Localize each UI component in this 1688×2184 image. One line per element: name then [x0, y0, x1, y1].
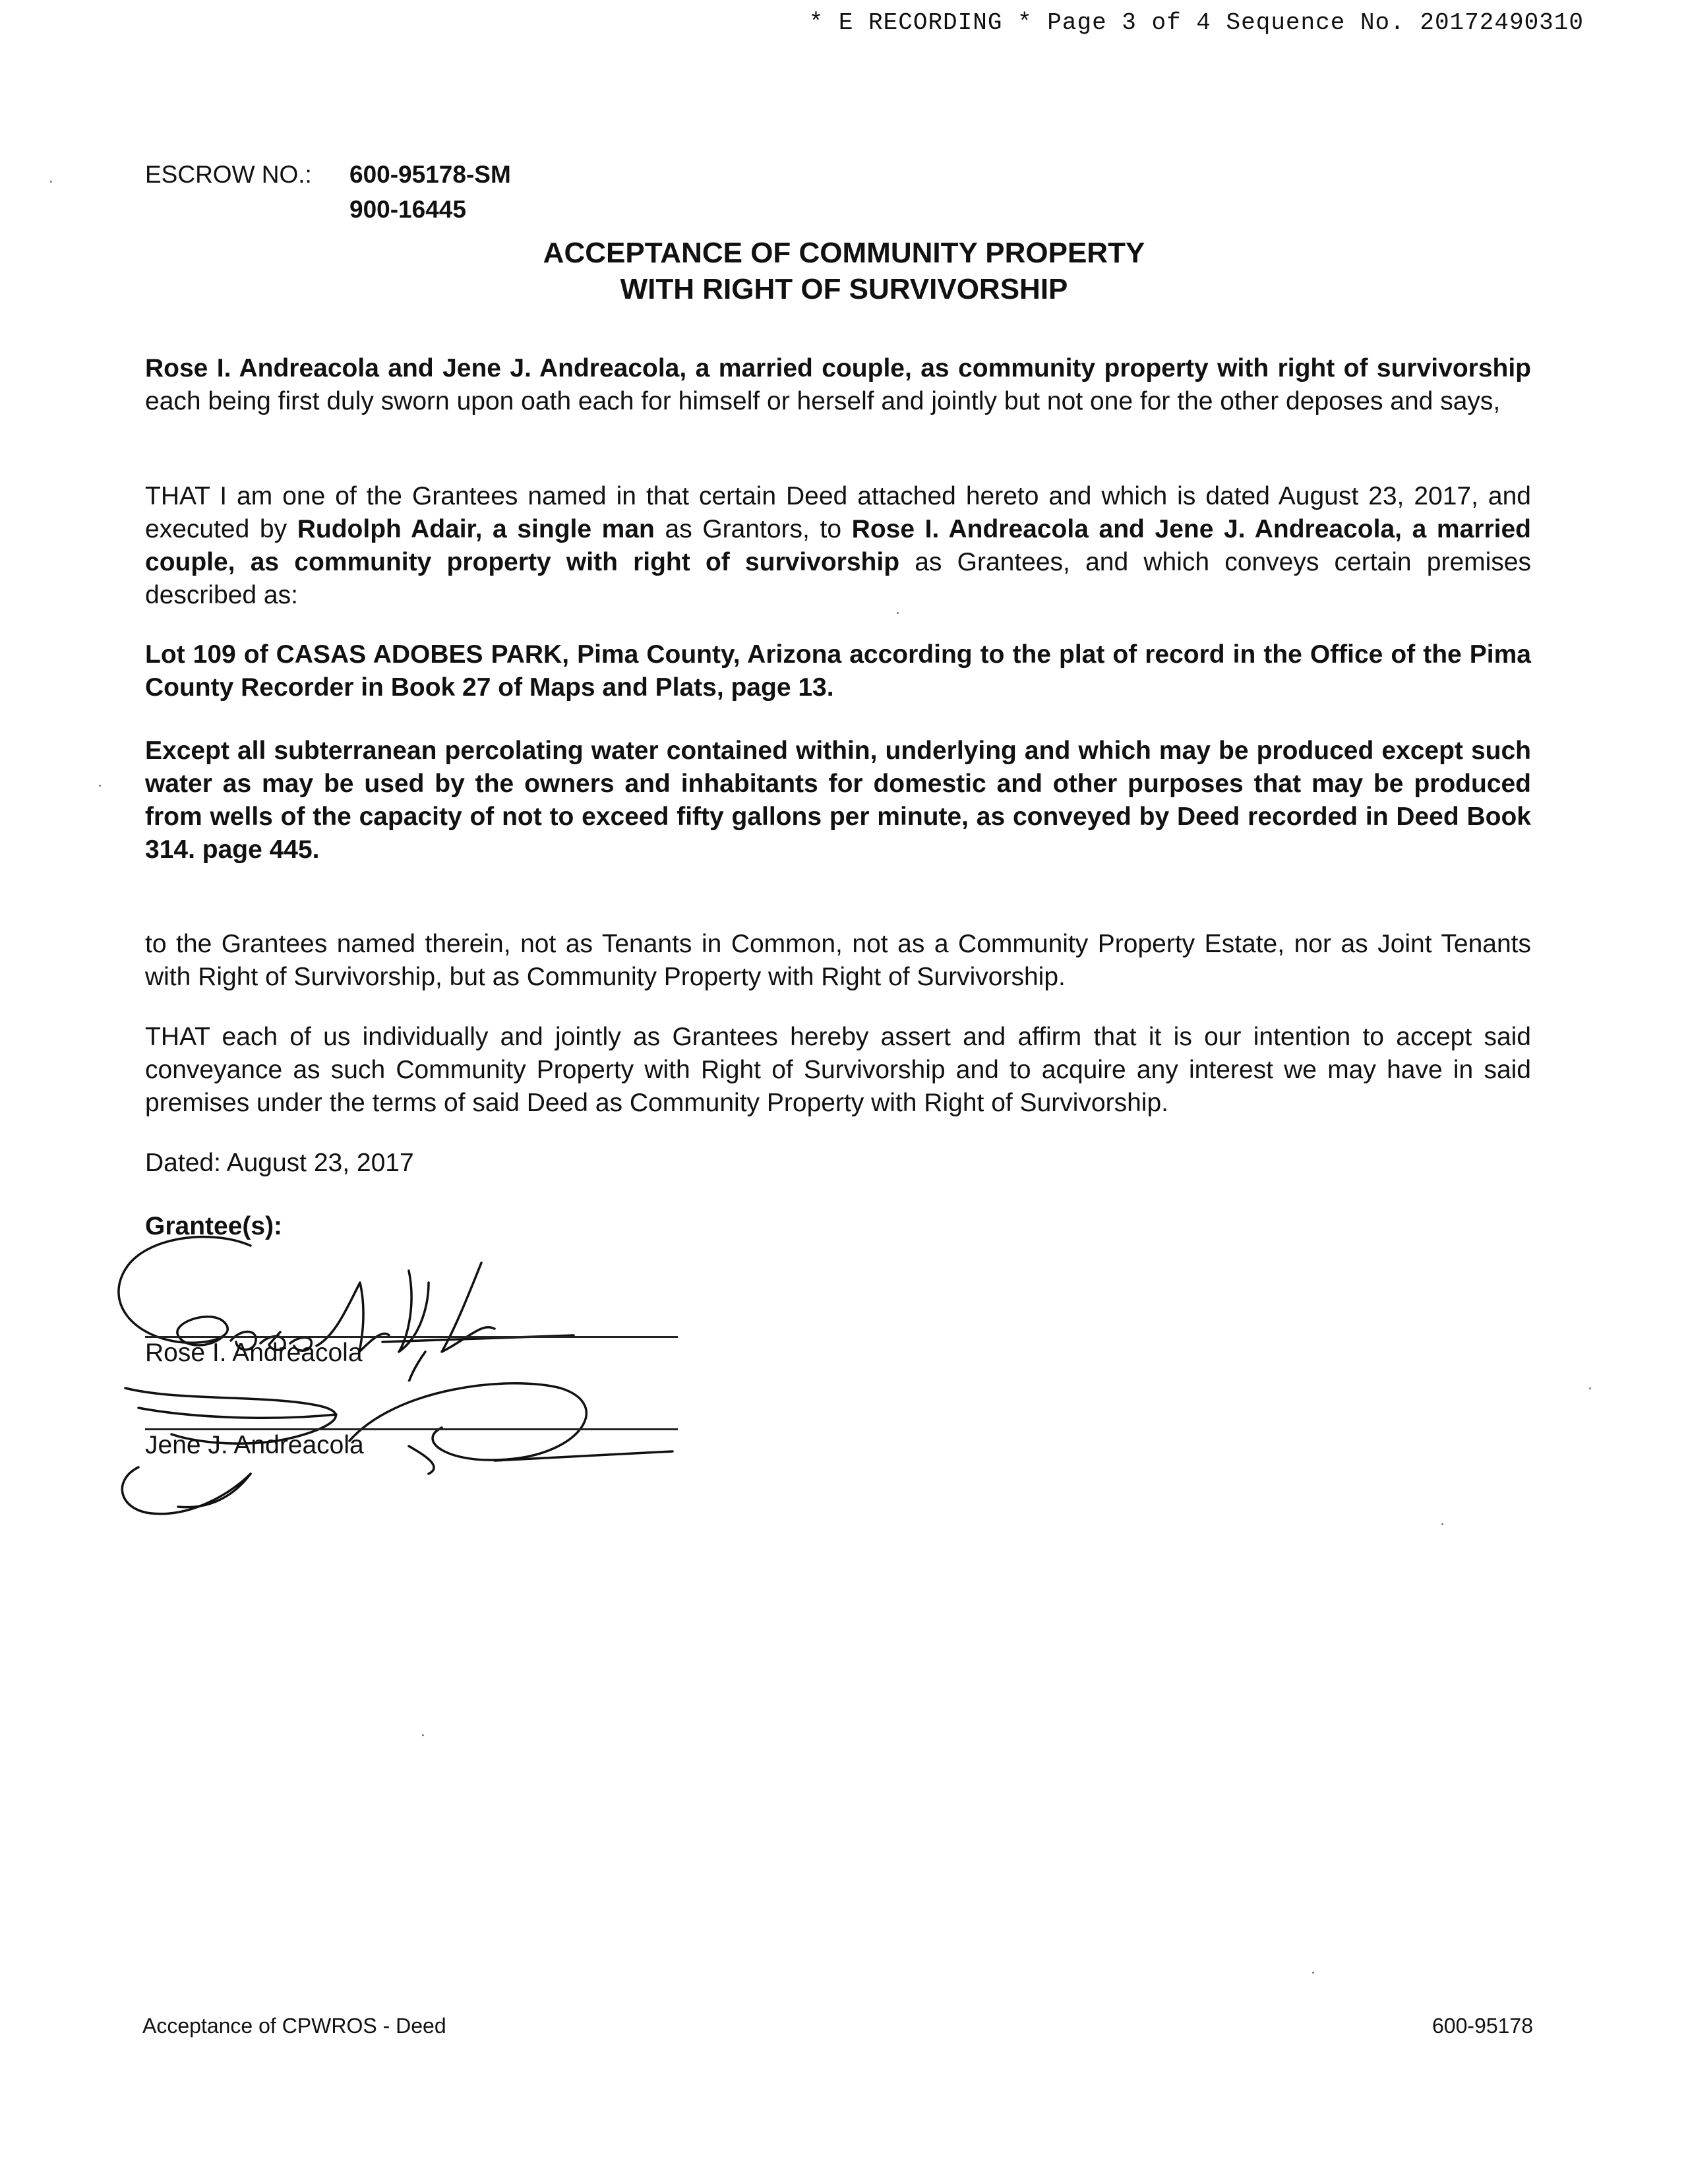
footer-document-title: Acceptance of CPWROS - Deed [142, 2014, 446, 2038]
oath-grantees: Rose I. Andreacola and Jene J. Andreacola, a married couple, as community property with right of survivorship [145, 354, 1531, 382]
grant-text-2: as Grantors, to [654, 515, 852, 543]
escrow-number-1: 600-95178-SM [349, 161, 511, 188]
water-exception: Except all subterranean percolating water contained within, underlying and which may be produced except such water as may be used by the owners and inhabitants for domestic and other purposes that may be produced from wells of the capacity of not to exceed fifty gallons per minute, as conveyed by Deed recorded in Deed Book 314. page 445. [145, 737, 1531, 864]
title-line-2: WITH RIGHT OF SURVIVORSHIP [620, 273, 1068, 305]
title-line-1: ACCEPTANCE OF COMMUNITY PROPERTY [543, 237, 1145, 269]
scan-speck [897, 612, 899, 614]
escrow-number-2: 900-16445 [349, 196, 466, 223]
grant-text-1: THAT I am one of the Grantees named in that certain Deed attached hereto and which is dated August 23, 2017, and executed by [145, 482, 1531, 543]
escrow-block [145, 157, 511, 227]
oath-text: each being first duly sworn upon oath each for himself or herself and jointly but not one for the other deposes and says, [145, 387, 1501, 415]
signer-name-1: Rose I. Andreacola [145, 1339, 363, 1367]
scan-speck [1312, 1972, 1314, 1974]
grantee-names: Rose I. Andreacola and Jene J. Andreacola, a married couple, as community property with right of survivorship [145, 515, 1531, 576]
scan-speck [1589, 1387, 1591, 1389]
oath-paragraph [145, 352, 1531, 418]
tenancy-paragraph: to the Grantees named therein, not as Tenants in Common, not as a Community Property Estate, nor as Joint Tenants with Right of Survivorship, but as Community Property with Right of Survivorship. [145, 930, 1531, 991]
recording-stamp: * E RECORDING * Page 3 of 4 Sequence No. 20172490310 [808, 9, 1584, 36]
scan-speck [99, 785, 101, 787]
escrow-label: ESCROW NO.: [145, 161, 312, 188]
signer-name-2: Jene J. Andreacola [145, 1431, 364, 1459]
affirmation-paragraph: THAT each of us individually and jointly as Grantees hereby assert and affirm that it is our intention to accept said conveyance as such Community Property with Right of Survivorship and to acquire any interest we may have in said premises under the terms of said Deed as Community Property with Right of Survivorship. [145, 1023, 1531, 1117]
document-title [277, 235, 1411, 307]
dated-line: Dated: August 23, 2017 [145, 1149, 414, 1177]
grantees-label: Grantee(s): [145, 1212, 283, 1240]
grant-paragraph [145, 480, 1531, 612]
signature-line-1 [145, 1336, 678, 1338]
scan-speck [50, 181, 52, 183]
escrow-row-1 [145, 157, 511, 192]
grant-text-3: as Grantees, and which conveys certain premises described as: [145, 548, 1531, 609]
grantor-name: Rudolph Adair, a single man [297, 515, 655, 543]
signature-line-2 [145, 1428, 678, 1430]
scan-speck [422, 1734, 424, 1736]
legal-description: Lot 109 of CASAS ADOBES PARK, Pima County, Arizona according to the plat of record in the Office of the Pima County Recorder in Book 27 of Maps and Plats, page 13. [145, 640, 1531, 702]
scan-speck [1441, 1523, 1443, 1525]
footer-escrow-number: 600-95178 [1432, 2014, 1533, 2038]
